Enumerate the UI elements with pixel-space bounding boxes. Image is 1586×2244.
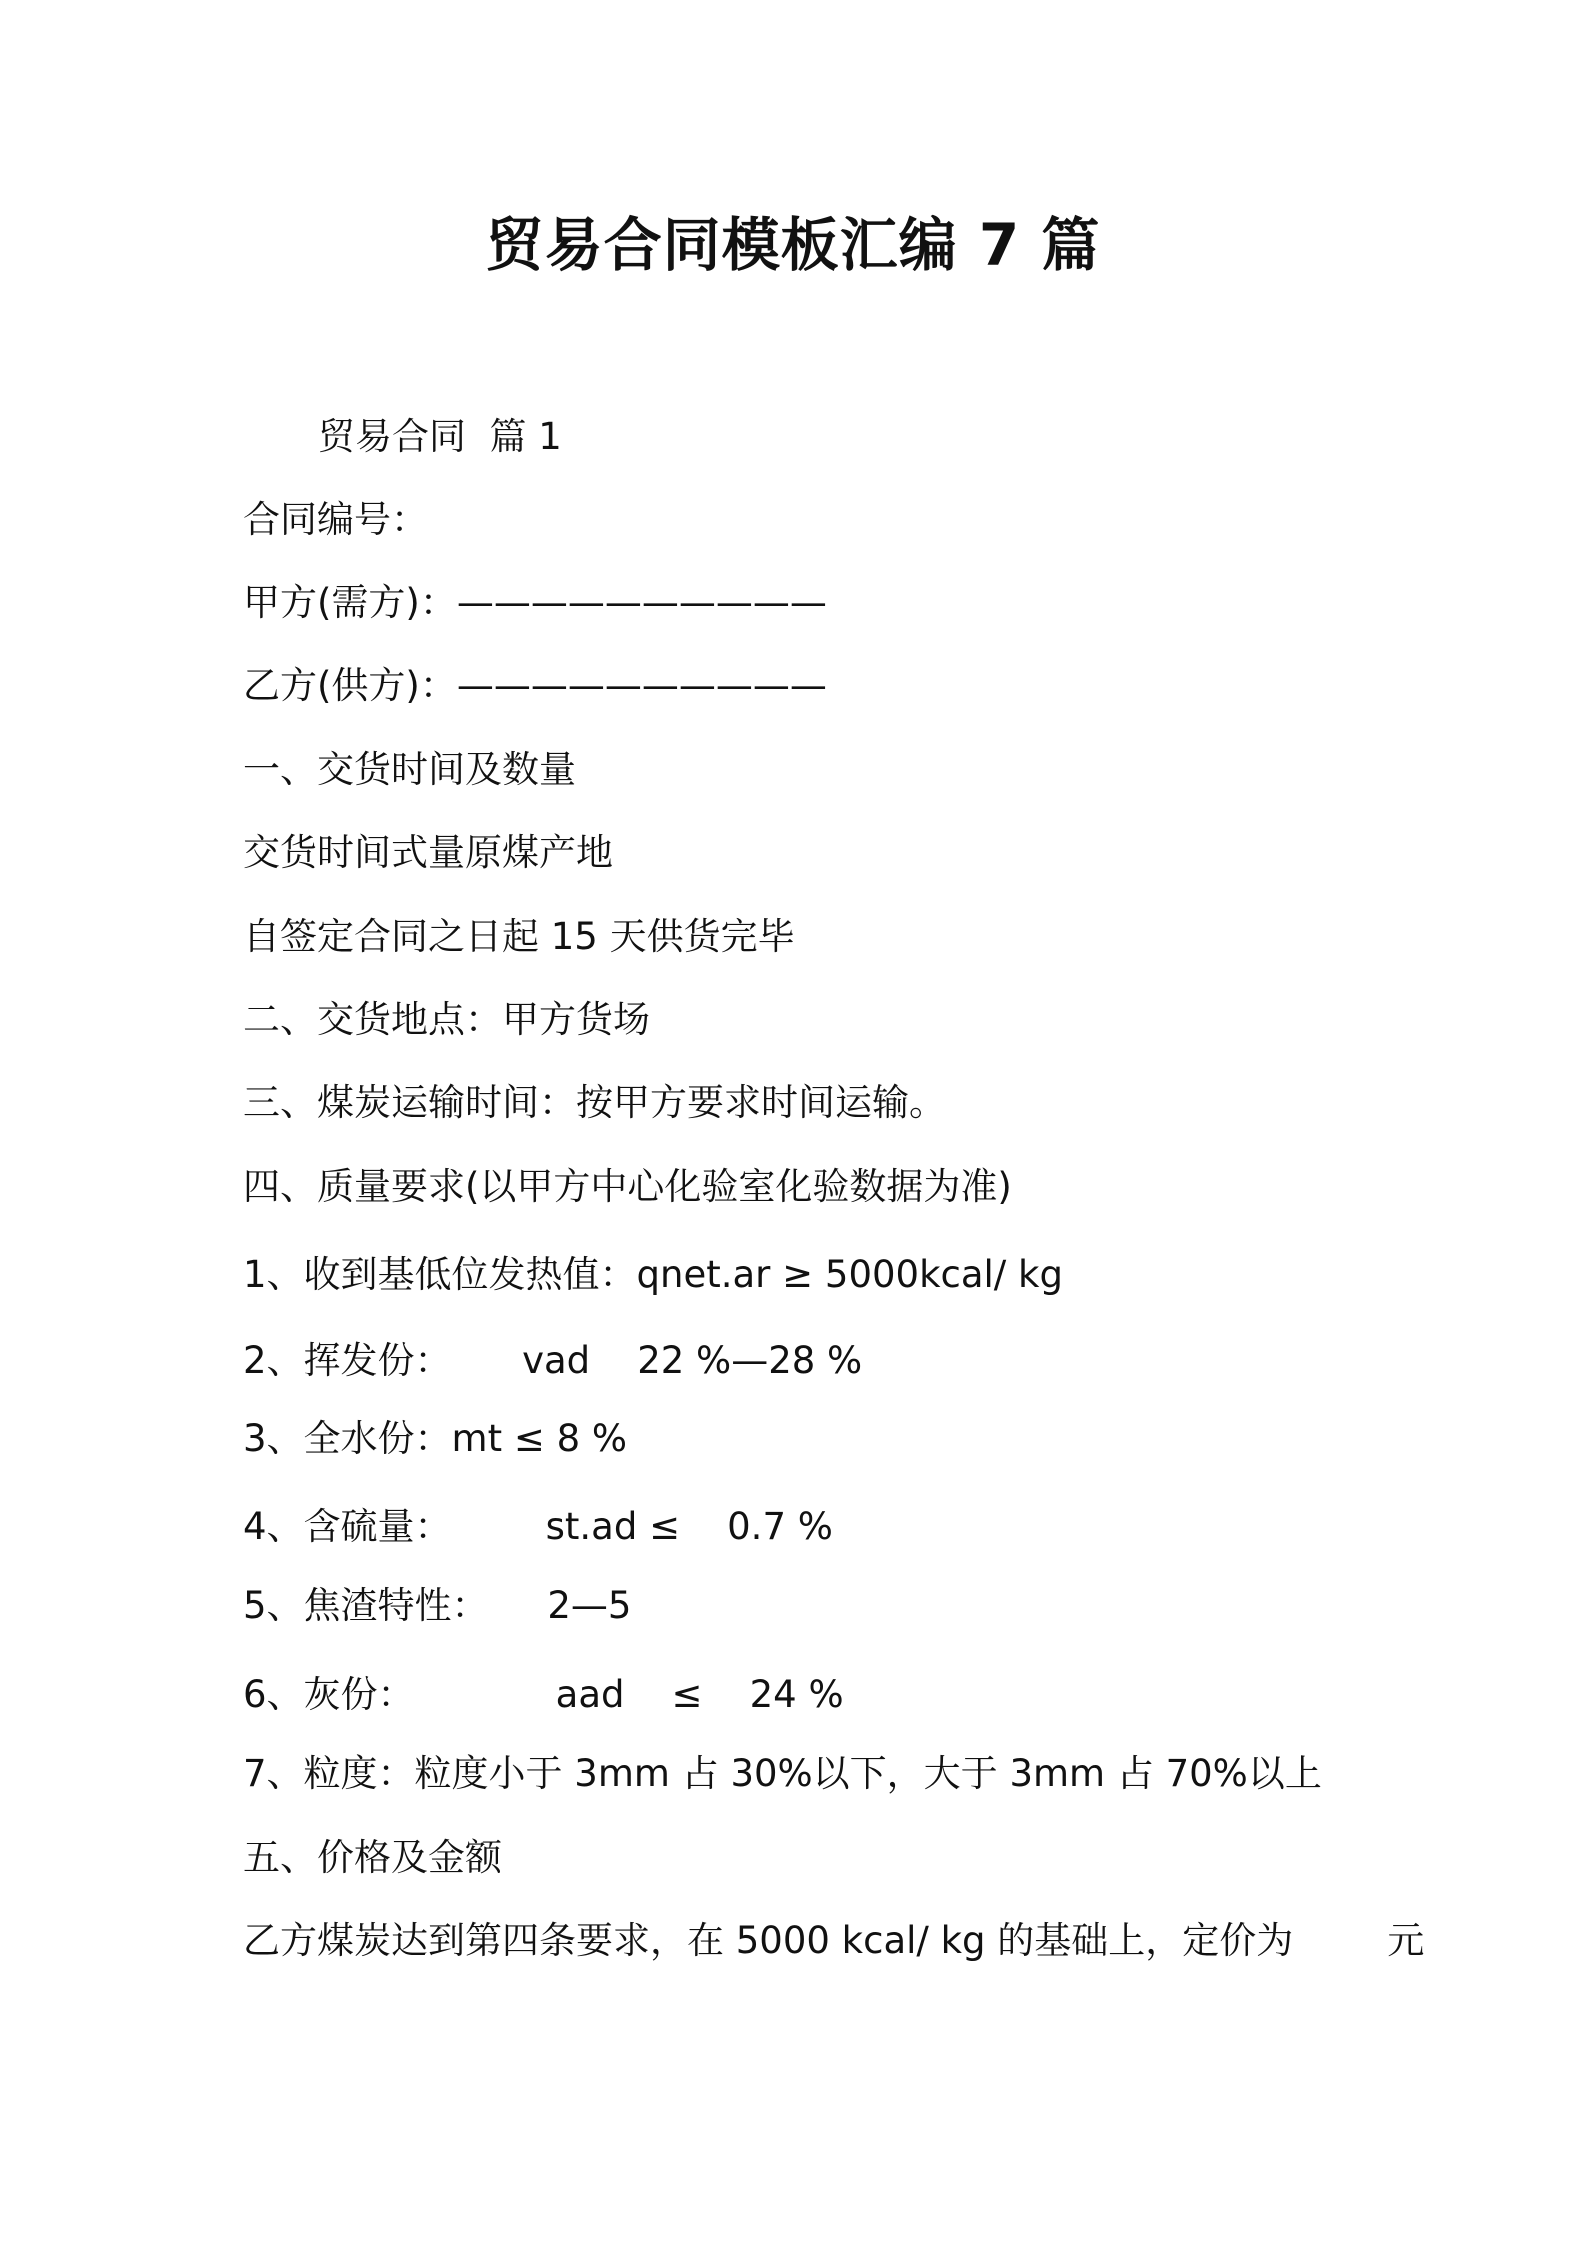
quality-item-7: 7、粒度：粒度小于 3mm 占 30%以下，大于 3mm 占 70%以上 [243,1752,1322,1795]
contract-number-line: 合同编号： [243,498,428,541]
clause-2-line: 二、交货地点：甲方货场 [243,998,650,1041]
clause-1-heading: 一、交货时间及数量 [243,748,576,791]
party-a-line: 甲方(需方)：—————————— [243,581,827,624]
quality-item-4: 4、含硫量： st.ad ≤ 0.7 % [243,1505,833,1548]
quality-item-2: 2、挥发份： vad 22 %—28 % [243,1339,863,1382]
quality-item-5: 5、焦渣特性： 2—5 [243,1584,632,1627]
section-heading: 贸易合同 篇 1 [318,415,562,458]
document-title: 贸易合同模板汇编 7 篇 [485,211,1101,279]
party-b-line: 乙方(供方)：—————————— [243,664,827,707]
quality-item-1: 1、收到基低位发热值：qnet.ar ≥ 5000kcal/ kg [243,1253,1063,1296]
quality-item-3: 3、全水份：mt ≤ 8 % [243,1417,628,1460]
clause-5-text: 乙方煤炭达到第四条要求，在 5000 kcal/ kg 的基础上，定价为 元 [243,1919,1425,1962]
clause-1-text-1: 交货时间式量原煤产地 [243,831,613,874]
quality-item-6: 6、灰份： aad ≤ 24 % [243,1673,844,1716]
clause-4-heading: 四、质量要求(以甲方中心化验室化验数据为准) [243,1165,1012,1208]
clause-3-line: 三、煤炭运输时间：按甲方要求时间运输。 [243,1081,946,1124]
clause-5-heading: 五、价格及金额 [243,1836,502,1879]
clause-1-text-2: 自签定合同之日起 15 天供货完毕 [243,915,795,958]
